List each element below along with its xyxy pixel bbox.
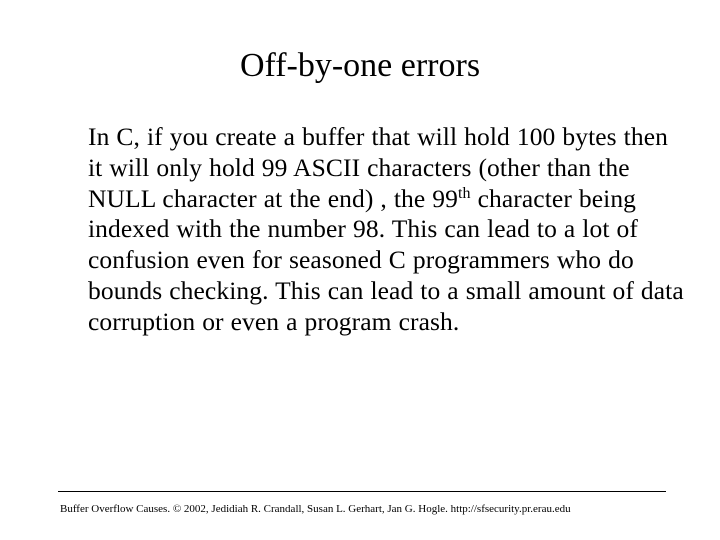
footer-divider — [58, 491, 666, 492]
ordinal-superscript: th — [457, 184, 471, 202]
body-text-part-1: In C, if you create a buffer that will hold 100 bytes then it will only hold 99 ASCII characters (other than the NULL character at the end) , the 99 — [88, 122, 668, 213]
body-text-part-2: character being indexed with the number 98. This can lead to a lot of confusion even for seasoned C programmers who do bounds checking. This can lead to a small amount of data corruption or even a program crash. — [88, 183, 684, 336]
slide-body-text — [88, 122, 688, 338]
slide-title: Off-by-one errors — [239, 47, 481, 84]
footer-citation: Buffer Overflow Causes. © 2002, Jedidiah R. Crandall, Susan L. Gerhart, Jan G. Hogle. http://sfsecurity.pr.erau.edu — [60, 503, 571, 515]
